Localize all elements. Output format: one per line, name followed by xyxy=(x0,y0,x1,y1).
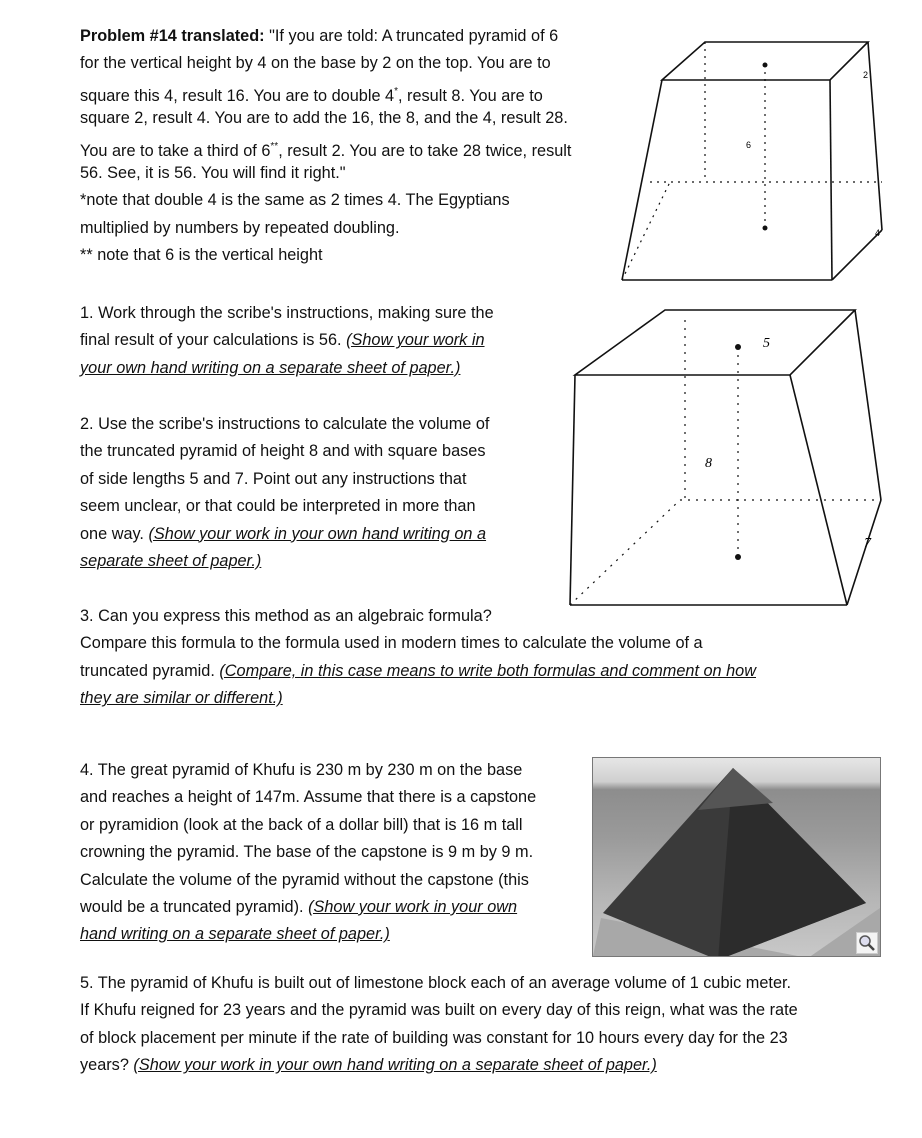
instruction-note: (Show your work in xyxy=(346,331,485,350)
text-line xyxy=(80,23,571,50)
text-segment: 2. Use the scribe's instructions to calculate the volume of xyxy=(80,415,490,433)
truncated-pyramid-figure-1 xyxy=(610,30,900,290)
text-line xyxy=(80,411,489,438)
truncated-pyramid-figure-2 xyxy=(555,295,895,615)
text-line xyxy=(80,812,536,839)
figure-1-base-label: 4 xyxy=(875,228,881,238)
text-line xyxy=(80,894,536,921)
text-segment: You are to take a third of 6 xyxy=(80,141,271,160)
figure-1-top-label: 2 xyxy=(863,70,869,80)
text-line xyxy=(80,493,489,520)
text-segment: Calculate the volume of the pyramid without the capstone (this xyxy=(80,870,529,889)
text-line xyxy=(80,757,536,784)
text-segment: and reaches a height of 147m. Assume that there is a capstone xyxy=(80,788,537,807)
instruction-note: your own hand writing on a separate sheet of paper.) xyxy=(80,358,461,377)
text-segment: of block placement per minute if the rate of building was constant for 10 hours every day for the 23 xyxy=(80,1028,788,1047)
text-line xyxy=(80,1052,798,1079)
text-line xyxy=(80,327,494,354)
instruction-note: separate sheet of paper.) xyxy=(80,551,262,570)
text-line xyxy=(80,839,536,866)
question-4 xyxy=(80,757,536,949)
text-segment: one way. xyxy=(80,524,149,543)
text-segment: Compare this formula to the formula used in modern times to calculate the volume of a xyxy=(80,634,703,653)
figure-2-height-label: 8 xyxy=(705,456,712,471)
text-segment: seem unclear, or that could be interpreted in more than xyxy=(80,497,476,516)
text-segment: or pyramidion (look at the back of a dollar bill) that is 16 m tall xyxy=(80,815,523,834)
text-line xyxy=(80,521,489,548)
text-segment: square 2, result 4. You are to add the 16, the 8, and the 4, result 28. xyxy=(80,109,568,128)
text-line xyxy=(80,658,756,685)
question-3 xyxy=(80,603,756,713)
text-segment: of side lengths 5 and 7. Point out any instructions that xyxy=(80,469,467,488)
figure-2-base-label: 7 xyxy=(864,536,871,551)
text-line xyxy=(80,685,756,712)
text-segment: *note that double 4 is the same as 2 times 4. The Egyptians xyxy=(80,191,510,210)
text-line xyxy=(80,355,494,382)
text-line xyxy=(80,215,571,242)
text-line xyxy=(80,300,494,327)
question-1 xyxy=(80,300,494,382)
text-segment: for the vertical height by 4 on the base by 2 on the top. You are to xyxy=(80,54,551,73)
text-line xyxy=(80,438,489,465)
figure-1-height-label: 6 xyxy=(746,140,752,150)
footnote-marker: ** xyxy=(270,140,279,152)
instruction-note: hand writing on a separate sheet of paper.) xyxy=(80,925,390,944)
text-line xyxy=(80,630,756,657)
text-segment: the truncated pyramid of height 8 and with square bases xyxy=(80,442,486,461)
footnote-marker: * xyxy=(394,85,398,97)
text-segment: 56. See, it is 56. You will find it right." xyxy=(80,163,346,182)
text-segment: , result 2. You are to take 28 twice, result xyxy=(278,141,572,160)
question-2 xyxy=(80,411,489,575)
text-line xyxy=(80,50,571,77)
text-segment: crowning the pyramid. The base of the capstone is 9 m by 9 m. xyxy=(80,843,534,862)
text-segment: years? xyxy=(80,1056,134,1075)
text-line xyxy=(80,867,536,894)
text-line xyxy=(80,466,489,493)
text-segment: If Khufu reigned for 23 years and the pyramid was built on every day of this reign, what was the rate xyxy=(80,1001,798,1020)
text-segment: 1. Work through the scribe's instructions, making sure the xyxy=(80,304,494,322)
text-line xyxy=(80,187,571,214)
text-segment: Problem #14 translated: xyxy=(80,27,265,45)
instruction-note: (Show your work in your own hand writing on a xyxy=(148,524,487,543)
question-5 xyxy=(80,970,798,1080)
text-line xyxy=(80,784,536,811)
text-segment: truncated pyramid. xyxy=(80,661,220,680)
magnify-icon[interactable] xyxy=(856,932,878,954)
instruction-note: (Show your work in your own xyxy=(308,897,518,916)
text-line xyxy=(80,242,571,269)
text-line xyxy=(80,970,798,997)
text-line xyxy=(80,78,571,105)
figure-2-top-label: 5 xyxy=(763,336,770,351)
text-segment: , result 8. You are to xyxy=(398,86,543,105)
text-line xyxy=(80,160,571,187)
text-line xyxy=(80,1025,798,1052)
instruction-note: they are similar or different.) xyxy=(80,689,283,708)
text-line xyxy=(80,548,489,575)
instruction-note: (Compare, in this case means to write both formulas and comment on how xyxy=(219,661,756,680)
khufu-pyramid-photo xyxy=(592,757,881,957)
text-line xyxy=(80,133,571,160)
instruction-note: (Show your work in your own hand writing on a separate sheet of paper.) xyxy=(133,1056,657,1075)
text-segment: 3. Can you express this method as an algebraic formula? xyxy=(80,607,492,625)
text-segment: would be a truncated pyramid). xyxy=(80,897,309,916)
text-segment: ** note that 6 is the vertical height xyxy=(80,246,323,265)
text-segment: "If you are told: A truncated pyramid of 6 xyxy=(264,27,559,45)
text-line xyxy=(80,921,536,948)
text-segment: square this 4, result 16. You are to double 4 xyxy=(80,86,395,105)
text-segment: multiplied by numbers by repeated doubling. xyxy=(80,218,400,237)
text-line xyxy=(80,105,571,132)
text-line xyxy=(80,997,798,1024)
intro-paragraph xyxy=(80,23,571,270)
text-segment: 5. The pyramid of Khufu is built out of limestone block each of an average volume of 1 cubic meter. xyxy=(80,974,792,992)
text-segment: final result of your calculations is 56. xyxy=(80,331,347,350)
text-segment: 4. The great pyramid of Khufu is 230 m by 230 m on the base xyxy=(80,761,523,779)
